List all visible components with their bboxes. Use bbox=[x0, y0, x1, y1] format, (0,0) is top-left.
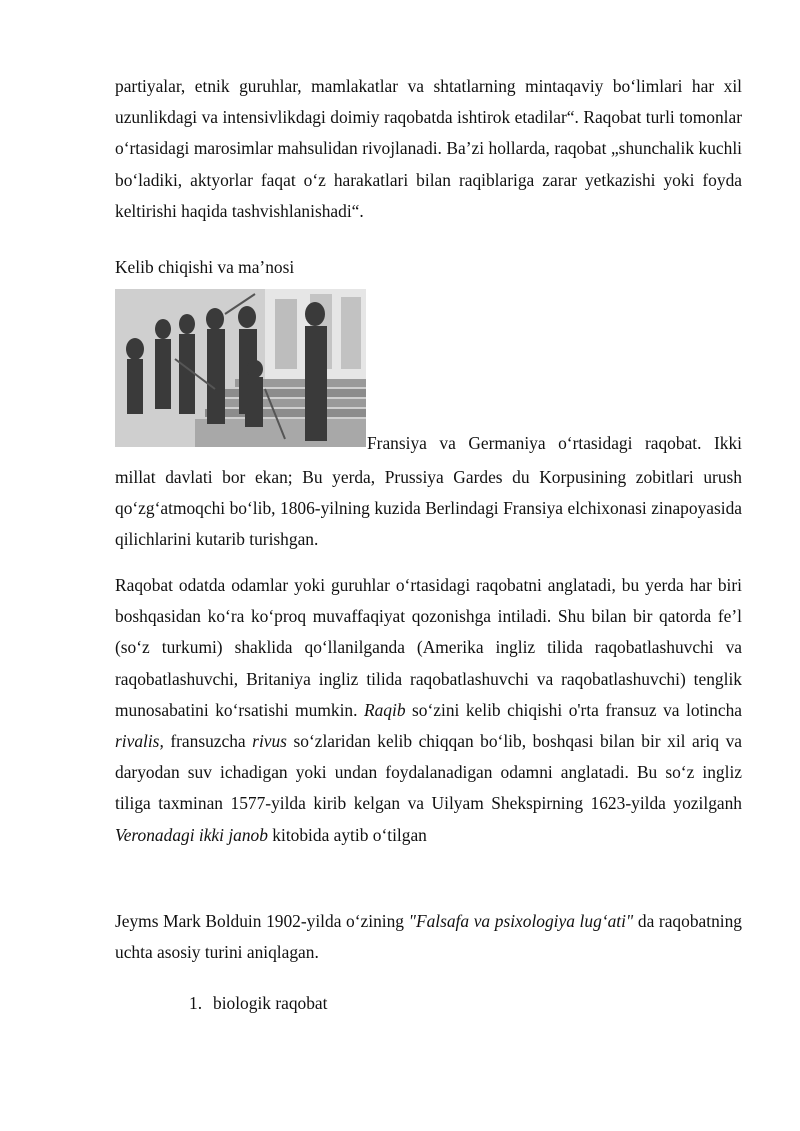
figure-caption-first-line: Fransiya va Germaniya o‘rtasidagi raqobat. Ikki bbox=[367, 433, 742, 453]
text-run: so‘zlaridan kelib chiqqan bo‘lib, boshqasi bilan bir xil ariq va daryodan suv ichadigan yoki undan foydalanadigan odamni anglatadi. Bu so‘z ingliz tiliga taxminan 1577-yilda kirib kelgan va Uilyam Shekspirning 1623-yilda yozilganh bbox=[115, 731, 742, 814]
figure-caption bbox=[115, 462, 742, 556]
text-run: da raqobatning uchta asosiy turini aniqlagan. bbox=[115, 911, 742, 963]
text-run: Raqobat odatda odamlar yoki guruhlar o‘rtasidagi raqobatni anglatadi, bu yerda har biri boshqasidan ko‘ra ko‘proq muvaffaqiyat qozonishga intiladi. Shu bilan bir qatorda fe’l (so‘z turkumi) shaklida qo‘llanilganda (Amerika ingliz tilida raqobatlashuvchi va raqobatlashuvchi, Britaniya ingliz tilida raqobatlashuvchi va raqobatlashuvchi) tenglik munosabatini ko‘rsatishi mumkin. bbox=[115, 575, 742, 720]
text-run: so‘zini kelib chiqishi o'rta fransuz va lotincha bbox=[405, 699, 743, 720]
text-run: Jeyms Mark Bolduin 1902-yilda o‘zining bbox=[115, 911, 409, 931]
photo-illustration bbox=[115, 289, 366, 447]
list-item bbox=[189, 993, 327, 1014]
section-heading-text: Kelib chiqishi va ma’nosi bbox=[115, 257, 295, 277]
section-heading bbox=[115, 252, 294, 283]
italic-term: rivalis, bbox=[115, 731, 164, 752]
book-title: Veronadagi ikki janob bbox=[115, 824, 268, 845]
dictionary-title: "Falsafa va psixologiya lug‘ati" bbox=[408, 911, 634, 931]
paragraph-baldwin bbox=[115, 906, 742, 968]
paragraph-intro-text: partiyalar, etnik guruhlar, mamlakatlar va shtatlarning mintaqaviy bo‘limlari har xil uzunlikdagi va intensivlikdagi doimiy raqobatda ishtirok etadilar“. Raqobat turli tomonlar o‘rtasidagi marosimlar mahsulidan rivojlanadi. Ba’zi hollarda, raqobat „shunchalik kuchli bo‘ladiki, aktyorlar faqat o‘z harakatlari bilan raqiblariga zarar yetkazishi yoki foyda keltirishi haqida tashvishlanishadi“. bbox=[115, 76, 742, 221]
paragraph-origin-text bbox=[115, 570, 742, 851]
paragraph-origin bbox=[115, 570, 742, 851]
paragraph-baldwin-text bbox=[115, 906, 742, 968]
italic-term: Raqib bbox=[363, 699, 406, 720]
figure-caption-text: millat davlati bor ekan; Bu yerda, Prussiya Gardes du Korpusining zobitlari urush qo‘zg‘atmoqchi bo‘lib, 1806-yilning kuzida Berlindagi Fransiya elchixonasi zinapoyasida qilichlarini kutarib turishgan. bbox=[115, 467, 742, 550]
italic-term: rivus bbox=[252, 731, 287, 752]
text-run: kitobida aytib o‘tilgan bbox=[267, 824, 427, 845]
historical-photo bbox=[115, 289, 366, 447]
paragraph-intro bbox=[115, 71, 742, 227]
list-text: biologik raqobat bbox=[213, 993, 328, 1013]
list-number: 1. bbox=[189, 993, 203, 1013]
text-run: fransuzcha bbox=[163, 731, 253, 752]
